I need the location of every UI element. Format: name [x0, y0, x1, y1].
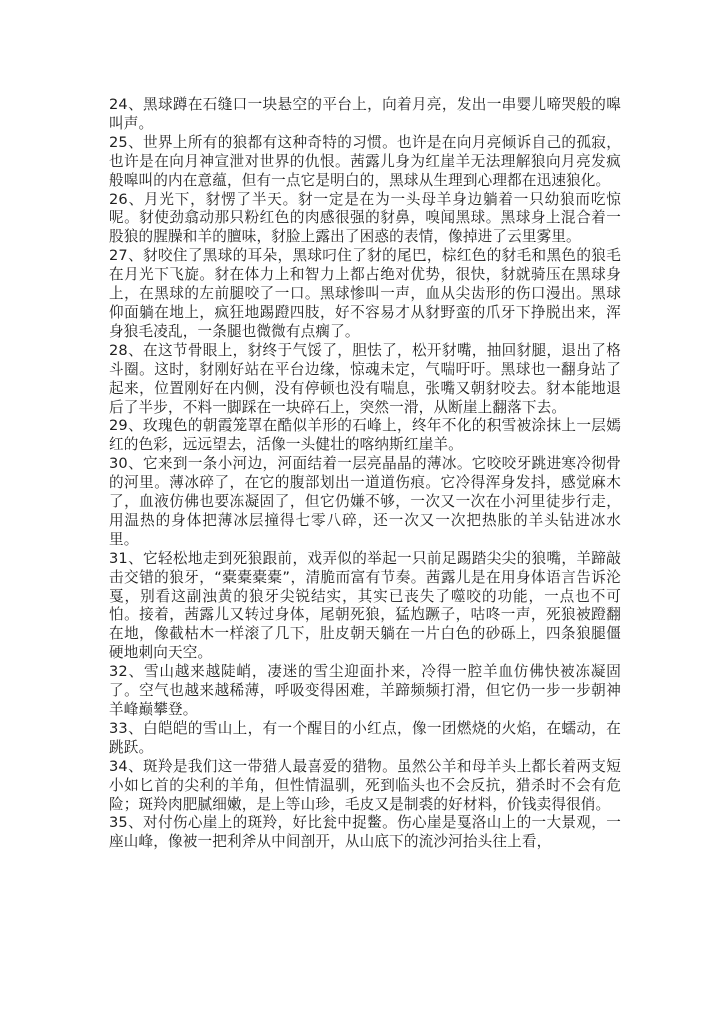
- document-body: [109, 96, 621, 852]
- paragraph-26: 26、月光下，豺愣了半天。豺一定是在为一头母羊身边躺着一只幼狼而吃惊呢。豺使劲翕动那只粉红色的肉感很强的豺鼻，嗅闻黑球。黑球身上混合着一股狼的腥臊和羊的膻味，豺脸上露出了困惑的表情，像掉进了云里雾里。: [109, 190, 621, 246]
- paragraph-28: 28、在这节骨眼上，豺终于气馁了，胆怯了，松开豺嘴，抽回豺腿，退出了格斗圈。这时，豺刚好站在平台边缘，惊魂未定，气喘吁吁。黑球也一翻身站了起来，位置刚好在内侧，没有停顿也没有喘息，张嘴又朝豺咬去。豺本能地退后了半步，不料一脚踩在一块碎石上，突然一滑，从断崖上翻落下去。: [109, 341, 621, 416]
- paragraph-27: 27、豺咬住了黑球的耳朵，黑球叼住了豺的尾巴，棕红色的豺毛和黑色的狼毛在月光下飞旋。豺在体力上和智力上都占绝对优势，很快，豺就骑压在黑球身上，在黑球的左前腿咬了一口。黑球惨叫一声，血从尖齿形的伤口漫出。黑球仰面躺在地上，疯狂地踢蹬四肢，好不容易才从豺野蛮的爪牙下挣脱出来，浑身狼毛凌乱，一条腿也微微有点瘸了。: [109, 247, 621, 340]
- paragraph-25: 25、世界上所有的狼都有这种奇特的习惯。也许是在向月亮倾诉自己的孤寂，也许是在向月神宣泄对世界的仇恨。茜露儿身为红崖羊无法理解狼向月亮发疯般嗥叫的内在意蕴，但有一点它是明白的，黑球从生理到心理都在迅速狼化。: [109, 133, 621, 189]
- paragraph-24: 24、黑球蹲在石缝口一块悬空的平台上，向着月亮，发出一串婴儿啼哭般的嗥叫声。: [109, 96, 621, 132]
- paragraph-33: 33、白皑皑的雪山上，有一个醒目的小红点，像一团燃烧的火焰，在蠕动，在跳跃。: [109, 719, 621, 756]
- paragraph-32: 32、雪山越来越陡峭，凄迷的雪尘迎面扑来，冷得一腔羊血仿佛快被冻凝固了。空气也越来越稀薄，呼吸变得困难，羊蹄频频打滑，但它仍一步一步朝神羊峰巅攀登。: [109, 663, 621, 718]
- paragraph-35: 35、对付伤心崖上的斑羚，好比瓮中捉鳖。伤心崖是戛洛山上的一大景观，一座山峰，像被一把利斧从中间剖开，从山底下的流沙河抬头往上看，: [109, 814, 621, 851]
- paragraph-34: 34、斑羚是我们这一带猎人最喜爱的猎物。虽然公羊和母羊头上都长着两支短小如匕首的尖利的羊角，但性情温驯，死到临头也不会反抗，猎杀时不会有危险；斑羚肉肥腻细嫩，是上等山珍，毛皮又是制裘的好材料，价钱卖得很俏。: [109, 757, 621, 813]
- paragraph-30: 30、它来到一条小河边，河面结着一层亮晶晶的薄冰。它咬咬牙跳进寒冷彻骨的河里。薄冰碎了，在它的腹部划出一道道伤痕。它冷得浑身发抖，感觉麻木了，血液仿佛也要冻凝固了，但它仍嫌不够，一次又一次在小河里徒步行走，用温热的身体把薄冰层撞得七零八碎，还一次又一次把热胀的羊头钻进冰水里。: [109, 455, 621, 548]
- paragraph-31: 31、它轻松地走到死狼跟前，戏弄似的举起一只前足踢踏尖尖的狼嘴，羊蹄敲击交错的狼牙，“橐橐橐橐”，清脆而富有节奏。茜露儿是在用身体语言告诉沦戛，别看这副浊黄的狼牙尖锐结实，其实已丧失了噬咬的功能，一点也不可怕。接着，茜露儿又转过身体，尾朝死狼，猛尥蹶子，咕咚一声，死狼被蹬翻在地，像截枯木一样滚了几下，肚皮朝天躺在一片白色的砂砾上，四条狼腿僵硬地刺向天空。: [109, 549, 621, 662]
- paragraph-29: 29、玫瑰色的朝霞笼罩在酷似羊形的石峰上，终年不化的积雪被涂抹上一层嫣红的色彩，远远望去，活像一头健壮的喀纳斯红崖羊。: [109, 417, 621, 454]
